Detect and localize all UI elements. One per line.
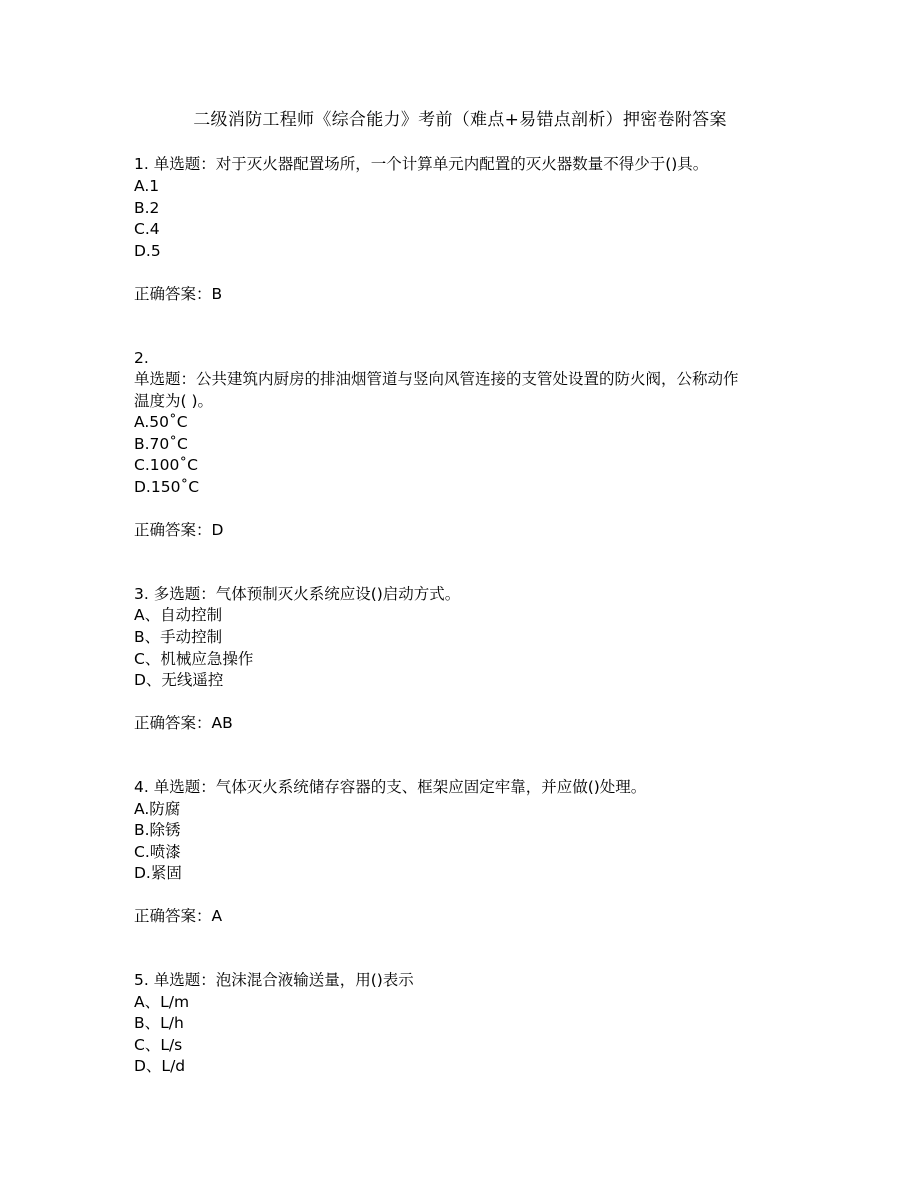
correct-answer: 正确答案：A	[134, 907, 223, 925]
option-a: A、自动控制	[134, 606, 223, 624]
option-d: D、无线遥控	[134, 671, 224, 689]
option-b: B、手动控制	[134, 628, 223, 646]
option-c: C.4	[134, 220, 160, 238]
question-stem: 3. 多选题：气体预制灭火系统应设()启动方式。	[134, 585, 461, 603]
correct-answer: 正确答案：AB	[134, 714, 233, 732]
question-stem-continued: 温度为( )。	[134, 392, 214, 410]
option-c: C.100˚C	[134, 456, 198, 474]
question-number: 2.	[134, 349, 149, 367]
option-b: B.2	[134, 199, 160, 217]
document-title: 二级消防工程师《综合能力》考前（难点+易错点剖析）押密卷附答案	[193, 110, 727, 130]
correct-answer: 正确答案：D	[134, 521, 224, 539]
option-d: D.紧固	[134, 864, 182, 882]
option-d: D.5	[134, 242, 161, 260]
option-c: C、L/s	[134, 1036, 183, 1054]
option-a: A.1	[134, 177, 160, 195]
option-c: C.喷漆	[134, 843, 181, 861]
question-stem: 5. 单选题：泡沫混合液输送量，用()表示	[134, 971, 414, 989]
option-d: D、L/d	[134, 1057, 186, 1075]
option-a: A.50˚C	[134, 413, 188, 431]
option-a: A.防腐	[134, 800, 181, 818]
option-b: B、L/h	[134, 1014, 184, 1032]
option-a: A、L/m	[134, 993, 190, 1011]
correct-answer: 正确答案：B	[134, 285, 223, 303]
option-c: C、机械应急操作	[134, 650, 254, 668]
option-d: D.150˚C	[134, 478, 200, 496]
option-b: B.70˚C	[134, 435, 188, 453]
question-stem: 1. 单选题：对于灭火器配置场所，一个计算单元内配置的灭火器数量不得少于()具。	[134, 155, 709, 173]
question-stem: 单选题：公共建筑内厨房的排油烟管道与竖向风管连接的支管处设置的防火阀，公称动作	[134, 370, 739, 388]
question-stem: 4. 单选题：气体灭火系统储存容器的支、框架应固定牢靠，并应做()处理。	[134, 778, 647, 796]
option-b: B.除锈	[134, 821, 181, 839]
